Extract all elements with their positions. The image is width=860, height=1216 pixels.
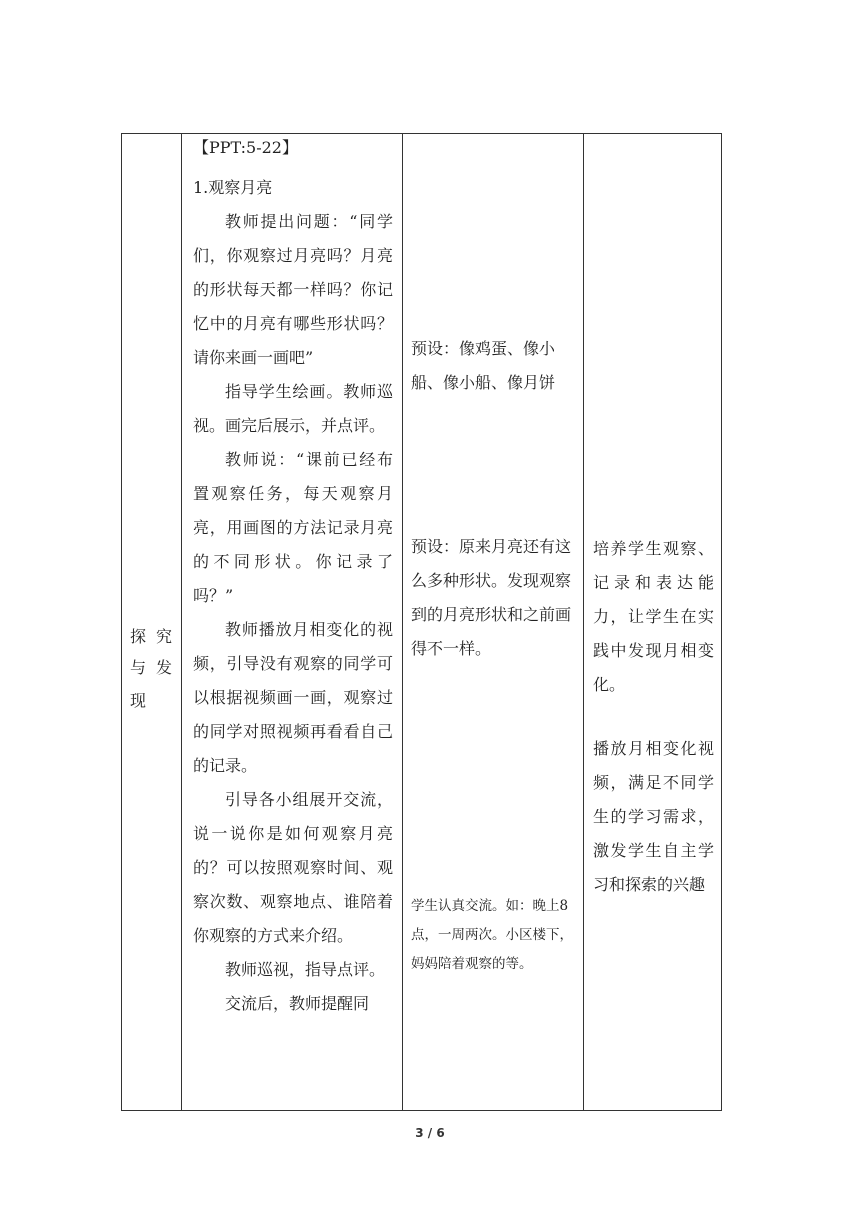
design-intent-2: 播放月相变化视频，满足不同学生的学习需求，激发学生自主学习和探索的兴趣	[593, 739, 714, 894]
process-paragraph: 交流后，教师提醒同	[225, 994, 370, 1013]
student-activity-2: 预设：原来月亮还有这么多种形状。发现观察到的月亮形状和之前画得不一样。	[411, 537, 572, 658]
process-paragraph: 引导各小组展开交流，说一说你是如何观察月亮的？可以按照观察时间、观察次数、观察地点、谁陪着你观察的方式来介绍。	[193, 790, 393, 945]
process-paragraph: 教师提出问题：“同学们，你观察过月亮吗？月亮的形状每天都一样吗？你记忆中的月亮有哪些形状吗？请你来画一画吧”	[193, 212, 393, 367]
page-number: 3 / 6	[415, 1126, 445, 1140]
student-activity-1: 预设：像鸡蛋、像小船、像小船、像月饼	[411, 339, 556, 392]
process-paragraph: 指导学生绘画。教师巡视。画完后展示，并点评。	[193, 382, 393, 435]
process-paragraph: 教师巡视，指导点评。	[225, 960, 386, 979]
process-paragraph: 教师播放月相变化的视频，引导没有观察的同学可以根据视频画一画，观察过的同学对照视频再看看自己的记录。	[193, 620, 393, 775]
ppt-reference: 【PPT:5-22】	[193, 138, 298, 157]
section-heading: 1.观察月亮	[193, 178, 273, 197]
teaching-process-cell	[183, 134, 402, 1021]
lesson-table	[121, 133, 722, 1111]
student-activity-3: 学生认真交流。如：晚上8点，一周两次。小区楼下，妈妈陪着观察的等。	[411, 898, 573, 972]
stage-cell: 探 究 与 发 现	[130, 627, 173, 710]
process-paragraph: 教师说：“课前已经布置观察任务，每天观察月亮，用画图的方法记录月亮的不同形状。你记录了吗？”	[193, 450, 393, 605]
design-intent-1: 培养学生观察、记录和表达能力，让学生在实践中发现月相变化。	[593, 539, 714, 694]
